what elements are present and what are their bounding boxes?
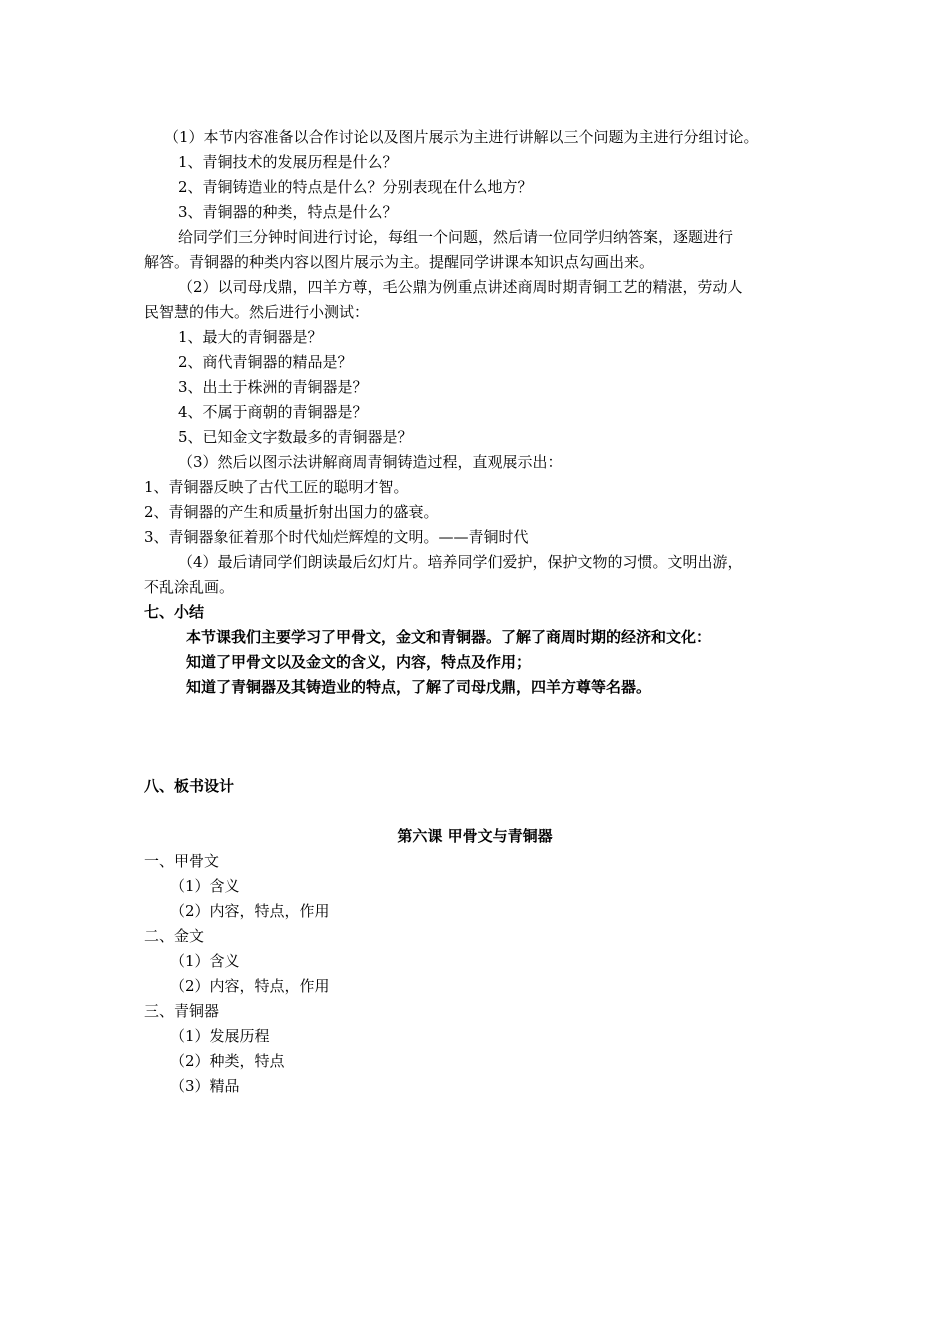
point-item: 1、青铜器反映了古代工匠的聪明才智。: [144, 478, 409, 496]
point-item: 3、青铜器象征着那个时代灿烂辉煌的文明。——青铜时代: [144, 528, 529, 546]
outline-item: （1）发展历程: [170, 1027, 270, 1045]
quiz-item: 2、商代青铜器的精品是？: [178, 353, 353, 371]
question-item: 1、青铜技术的发展历程是什么？: [178, 153, 398, 171]
paragraph-discussion-intro: （1）本节内容准备以合作讨论以及图片展示为主进行讲解以三个问题为主进行分组讨论。: [164, 128, 759, 146]
paragraph-discussion-time-cont: 解答。青铜器的种类内容以图片展示为主。提醒同学讲课本知识点勾画出来。: [144, 253, 655, 271]
quiz-item: 1、最大的青铜器是？: [178, 328, 323, 346]
board-title: 第六课 甲骨文与青铜器: [397, 827, 553, 845]
quiz-item: 4、不属于商朝的青铜器是？: [178, 403, 368, 421]
outline-heading: 三、青铜器: [144, 1002, 220, 1020]
question-item: 3、青铜器的种类，特点是什么？: [178, 203, 398, 221]
paragraph-closing: （4）最后请同学们朗读最后幻灯片。培养同学们爱护，保护文物的习惯。文明出游，: [178, 553, 743, 571]
quiz-item: 3、出土于株洲的青铜器是？: [178, 378, 368, 396]
outline-item: （2）内容，特点，作用: [170, 977, 330, 995]
outline-item: （1）含义: [170, 952, 240, 970]
paragraph-discussion-time: 给同学们三分钟时间进行讨论，每组一个问题，然后请一位同学归纳答案，逐题进行: [178, 228, 734, 246]
paragraph-casting-process: （3）然后以图示法讲解商周青铜铸造过程，直观展示出：: [178, 453, 563, 471]
outline-heading: 二、金文: [144, 927, 205, 945]
paragraph-closing-cont: 不乱涂乱画。: [144, 578, 235, 596]
point-item: 2、青铜器的产生和质量折射出国力的盛衰。: [144, 503, 439, 521]
paragraph-bronze-examples-cont: 民智慧的伟大。然后进行小测试：: [144, 303, 370, 321]
summary-line: 知道了甲骨文以及金文的含义，内容，特点及作用；: [186, 653, 532, 671]
section-heading-board-design: 八、板书设计: [144, 777, 235, 795]
summary-line: 知道了青铜器及其铸造业的特点，了解了司母戊鼎，四羊方尊等名器。: [186, 678, 652, 696]
outline-item: （1）含义: [170, 877, 240, 895]
summary-line: 本节课我们主要学习了甲骨文，金文和青铜器。了解了商周时期的经济和文化：: [186, 628, 712, 646]
outline-item: （2）种类，特点: [170, 1052, 285, 1070]
question-item: 2、青铜铸造业的特点是什么？分别表现在什么地方？: [178, 178, 533, 196]
outline-item: （3）精品: [170, 1077, 240, 1095]
section-heading-summary: 七、小结: [144, 603, 205, 621]
outline-heading: 一、甲骨文: [144, 852, 220, 870]
paragraph-bronze-examples: （2）以司母戊鼎，四羊方尊，毛公鼎为例重点讲述商周时期青铜工艺的精湛，劳动人: [178, 278, 743, 296]
outline-item: （2）内容，特点，作用: [170, 902, 330, 920]
quiz-item: 5、已知金文字数最多的青铜器是？: [178, 428, 413, 446]
